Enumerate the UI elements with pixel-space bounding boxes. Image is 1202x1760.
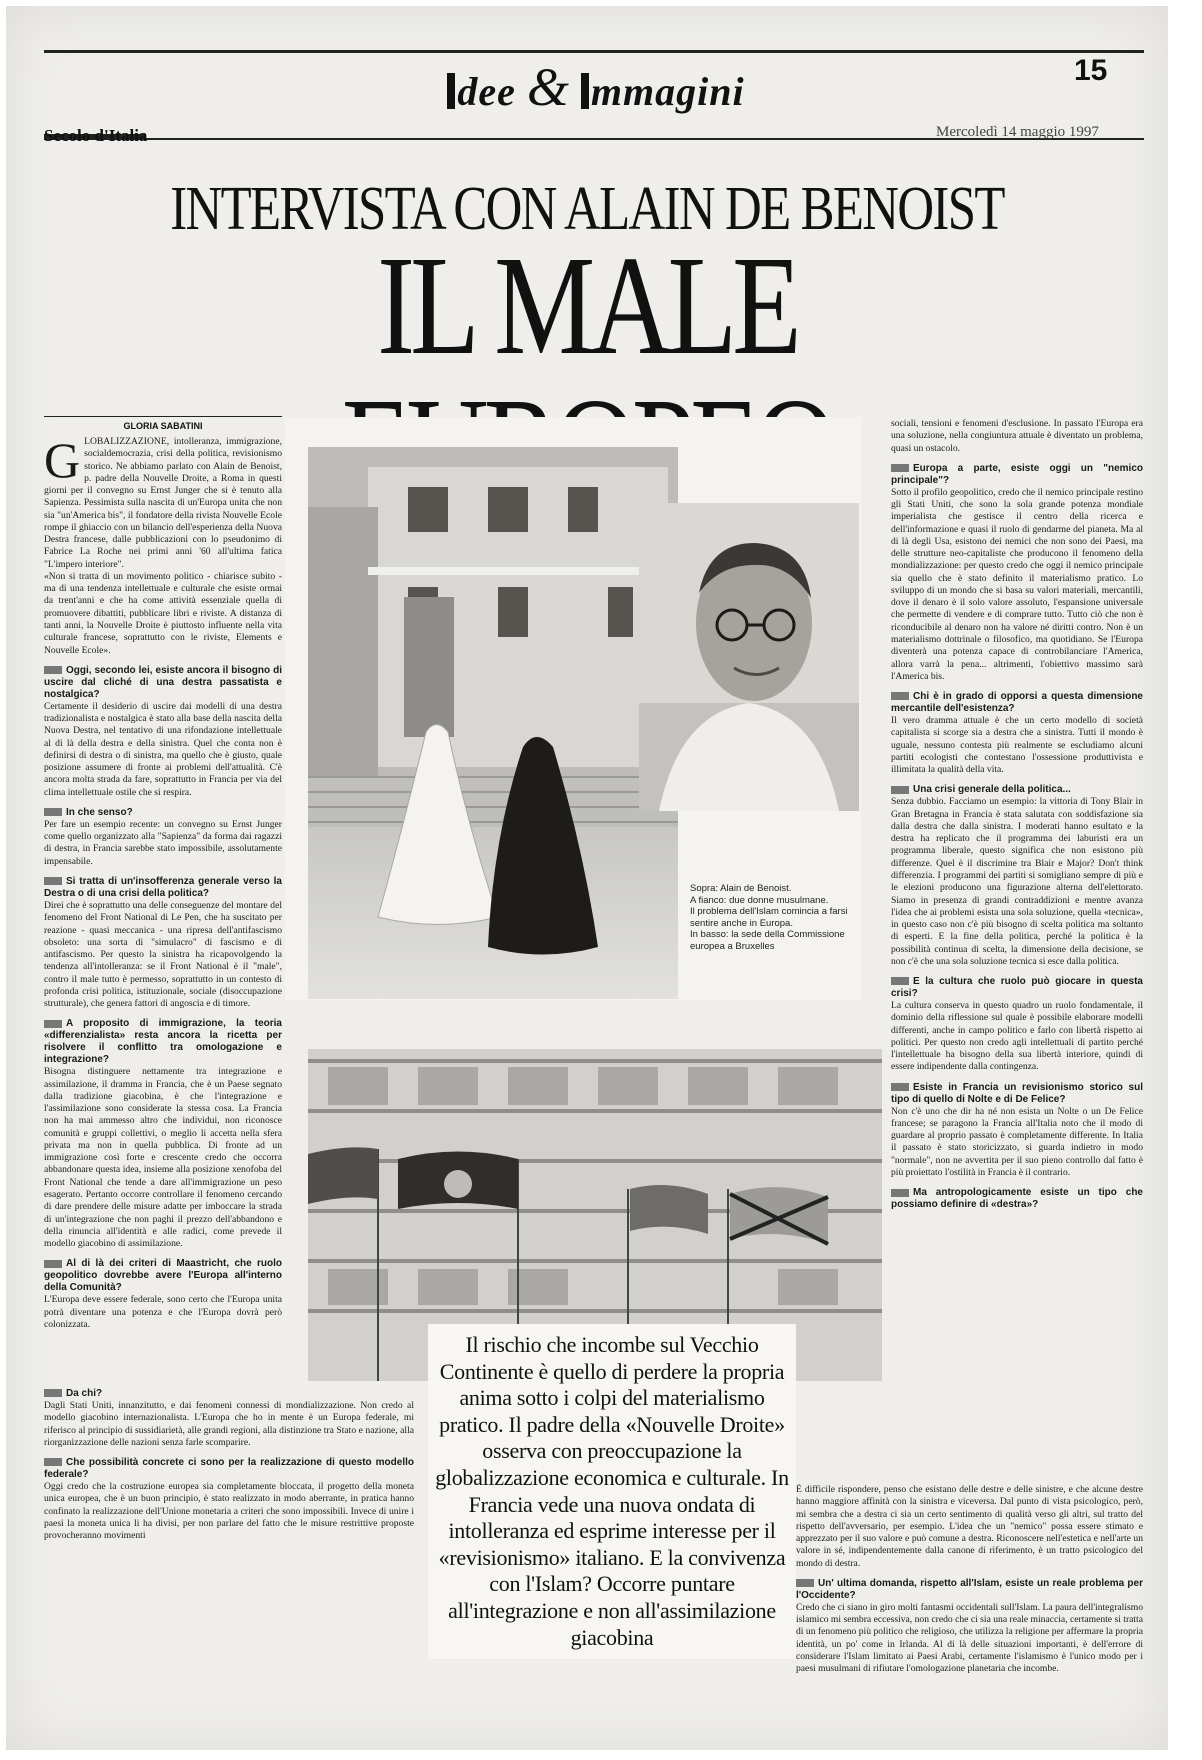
header-top-rule: [44, 50, 1144, 53]
caption-line-2: A fianco: due donne musulmane.: [690, 894, 829, 906]
question-5: Al di là dei criteri di Maastricht, che ruolo geopolitico dovrebbe avere l'Europa all'interno della Comunità?: [44, 1258, 282, 1294]
question-11: E la cultura che ruolo può giocare in questa crisi?: [891, 976, 1143, 1000]
question-marker-icon: [44, 666, 62, 674]
question-marker-icon: [796, 1579, 814, 1587]
caption-line-4: In basso: la sede della Commissione europea a Bruxelles: [690, 929, 845, 952]
article-bottom-right: [796, 1484, 1143, 1734]
caption-line-3: Il problema dell'Islam comincia a farsi sentire anche in Europa.: [690, 906, 848, 929]
page-number: 15: [1074, 54, 1108, 87]
question-marker-icon: [891, 464, 909, 472]
section-title: [406, 56, 786, 118]
answer-5: L'Europa deve essere federale, sono certo che l'Europa unita potrà diventare una potenza e che l'Europa dovrà però colonizzata.: [44, 1294, 282, 1330]
answer-11: La cultura conserva in questo quadro un ruolo fondamentale, il dominio della riflessione sul quale è possibile elaborare modelli differenti, anche in campo politico e farlo con libertà rispetto ai politici. Per questo non credo agli intellettuali di partito perché l'intellettuale ha bisogno della sua libertà interiore, quindi di essere indipendente dalla contingenza.: [891, 1000, 1143, 1073]
answer-3: Direi che è soprattutto una delle conseguenze del montare del fenomeno del Front National di Le Pen, che ha suscitato per reazione - quasi meccanica - una ripresa dell'antifascismo obsoleto: una sorta di "simulacro" di fascismo e di antifascismo. Per questo la sinistra ha ricapovolgendo la tendenza all'intolleranza: se il Front National è il "male", contro il male tutto è permesso, soprattutto in un contesto di profonda crisi politica, istituzionale, sociale (disoccupazione strutturale), che genera fattori di angoscia e di timore.: [44, 899, 282, 1010]
byline: GLORIA SABATINI: [123, 421, 203, 431]
section-word-1: dee: [457, 69, 516, 114]
question-2: In che senso?: [44, 807, 282, 819]
question-marker-icon: [44, 1020, 62, 1028]
question-4: A proposito di immigrazione, la teoria «differenzialista» resta ancora la ricetta per risolvere il conflitto tra omologazione e integrazione?: [44, 1018, 282, 1066]
article-column-1: [44, 436, 282, 1384]
answer-14: Credo che ci siano in giro molti fantasmi occidentali sull'Islam. La paura dell'integralismo islamico mi sembra eccessiva, non credo che ci sia una reale minaccia, certamente si tratta di un fenomeno più politico che religioso, che utilizza la religione per affermare la propria identità, un po' come in Irlanda. Al di là delle situazioni importanti, è dell'errore di considerare l'Islam limitato ai Paesi Arabi, certamente l'islamismo è l'unico modo per i paesi musulmani di rifiutare l'omologazione planetaria che incombe.: [796, 1601, 1143, 1675]
question-12: Esiste in Francia un revisionismo storico sul tipo di quello di Nolte e di De Felice?: [891, 1081, 1143, 1105]
question-marker-icon: [44, 1260, 62, 1268]
drop-cap: G: [44, 436, 81, 488]
main-headline: IL MALE: [377, 226, 797, 384]
section-bar-icon: [447, 73, 455, 109]
question-marker-icon: [891, 786, 909, 794]
photo-alain-de-benoist: [639, 503, 859, 811]
portrait-illustration: [639, 503, 859, 811]
pull-quote: Il rischio che incombe sul Vecchio Continente è quello di perdere la propria anima sotto i colpi del materialismo pratico. Il padre della «Nouvelle Droite» osserva con preoccupazione la globalizzazione economica e culturale. In Francia vede una nuova ondata di intolleranza ed esprime interesse per il «revisionismo» italiano. E la convivenza con l'Islam? Occorre puntare all'integrazione e non all'assimilazione giacobina: [428, 1324, 796, 1659]
answer-10: Senza dubbio. Facciamo un esempio: la vittoria di Tony Blair in Gran Bretagna in Francia è stata salutata con soddisfazione sia dalla destra che dalla sinistra. I moderati hanno esultato e la destra ha replicato che il programma dei laburisti era un programma liberale, questo significa che non esistono più differenze. Quel è il discrimine tra Blair e Major? Don't think differenzia. I programmi dei partiti si somigliano sempre di più e le elezioni producono una figurazione alterna dell'elettorato. Siamo in presenza di grandi contraddizioni e mentre avanza l'idea che ai problemi esista una sola soluzione, quella «tecnica», in questo caso non c'è più bisogno di scelta politica ma soltanto di esperti. E la fine della politica, perché la politica è la possibilità continua di scelta, la dimensione della decisione, se non c'è che una sola soluzione tecnica si esce dalla politica.: [891, 796, 1143, 967]
question-1: Oggi, secondo lei, esiste ancora il bisogno di uscire dal cliché di una destra passatista e nostalgica?: [44, 664, 282, 700]
intro-paragraph-2: «Non si tratta di un movimento politico - chiarisce subito - ma di una tendenza intellettuale e culturale che esiste ormai da trent'anni e che ha come attività essenziale quella di promuovere dibattiti, pubblicare libri e riviste. A distanza di tanti anni, la Nouvelle Droite è piuttosto influente nella vita culturale francese, soprattutto con le riviste, Elements e Nouvelle Ecole».: [44, 570, 282, 656]
column-3-opening: sociali, tensioni e fenomeni d'esclusione. In passato l'Europa era una soluzione, nella congiuntura attuale è diventato un problema, quasi un ostacolo.: [891, 418, 1143, 454]
article-bottom-left: [44, 1388, 414, 1733]
question-7: Che possibilità concrete ci sono per la realizzazione di questo modello federale?: [44, 1457, 414, 1481]
question-marker-icon: [891, 692, 909, 700]
question-marker-icon: [44, 1458, 62, 1466]
section-bar-icon: [581, 73, 589, 109]
masthead: Secolo d'Italia: [44, 126, 148, 145]
issue-date: Mercoledì 14 maggio 1997: [936, 124, 1099, 140]
flag-emblem: [444, 1170, 472, 1198]
question-13: Ma antropologicamente esiste un tipo che possiamo definire di «destra»?: [891, 1187, 1143, 1211]
question-14: Un' ultima domanda, rispetto all'Islam, esiste un reale problema per l'Occidente?: [796, 1577, 1143, 1601]
question-8: Europa a parte, esiste oggi un "nemico principale"?: [891, 462, 1143, 486]
question-6: Da chi?: [44, 1388, 414, 1400]
answer-4: Bisogna distinguere nettamente tra integrazione e assimilazione, il dramma in Francia, che è un Paese segnato dalla tradizione giacobina, è che l'integrazione e l'assimilazione sono considerate la stessa cosa. La Francia non ha mai ammesso altro che individui, non riconosce comunità e gruppi collettivi, o meglio li accetta nella sfera privata ma non in quella pubblica. Di fronte ad un immigrazione così forte e crescente credo che occorra abbandonare questa idea, insieme alla posizione xenofoba del Front National che tende a dare all'immigrazione un peso esagerato. Pertanto occorre controllare il fenomeno cercando di dare prendere delle misure adatte per imboccare la strada di un'integrazione che non paghi il prezzo dell'abbandono e della rinuncia all'identità e alle radici, come prevede il modello giacobino di assimilazione.: [44, 1066, 282, 1250]
photo-veiled-women: [308, 447, 678, 999]
question-marker-icon: [44, 808, 62, 816]
answer-2: Per fare un esempio recente: un convegno su Ernst Junger come quello organizzato alla "Sapienza" da forma dai ragazzi di destra, in Francia sarebbe stato impossibile, assolutamente impensabile.: [44, 818, 282, 867]
question-marker-icon: [891, 1189, 909, 1197]
question-9: Chi è in grado di opporsi a questa dimensione mercantile dell'esistenza?: [891, 691, 1143, 715]
answer-6: Dagli Stati Uniti, innanzitutto, e dai fenomeni connessi di mondializzazione. Non credo al modello giacobino internazionalista. L'Europa che ho in mente è un Europa federale, mi riferisco al principio di sussidiarietà, alle grandi regioni, alla distinzione tra Stato e nazione, alla riorganizzazione delle nazioni senza farle scomparire.: [44, 1400, 414, 1448]
photo-caption: [690, 883, 860, 952]
question-10: Una crisi generale della politica...: [891, 784, 1143, 796]
kicker-headline: INTERVISTA CON ALAIN DE BENOIST: [170, 175, 1004, 243]
section-ampersand: &: [526, 57, 570, 117]
byline-rule: [44, 416, 282, 417]
article-column-3: [891, 418, 1143, 1478]
intro-paragraph: GLOBALIZZAZIONE, intolleranza, immigrazione, socialdemocrazia, crisi della politica, revisionismo storico. Ne abbiamo parlato con Alain de Benoist, p. padre della Nouvelle Droite, a Roma in questi giorni per il convegno su Ernst Junger che si è tenuto alla Sapienza. Pessimista sulla nascita di un'Europa unita che non sia "un'America bis", il fondatore della rivista Nouvelle Ecole rompe il ghiaccio con un bilancio dell'esperienza della Nuova Destra francese, dalle pubblicazioni con lo pseudonimo di Fabrice La Roche nei primi anni '60 all'ultima fatica "L'impero interiore".: [44, 436, 282, 570]
question-marker-icon: [891, 977, 909, 985]
question-marker-icon: [44, 1389, 62, 1397]
caption-line-1: Sopra: Alain de Benoist.: [690, 883, 792, 894]
answer-13: È difficile rispondere, penso che esistano delle destre e delle sinistre, e che alcune destre hanno maggiore affinità con la sinistra e viceversa. Dal punto di vista psicologico, però, mi sembra che a destra ci sia un certo sentimento di qualità verso gli altri, sul tratto del rispetto dell'avversario, per esempio. L'idea che un "nemico" possa essere stimato e apprezzato per il suo valore e può comune a destra. Riconoscere nell'estetica e nell'arte un valore in sé, indipendentemente dalla canone di riferimento, è un tratto psicologico del mondo di destra.: [796, 1484, 1143, 1569]
answer-8: Sotto il profilo geopolitico, credo che il nemico principale restino gli Stati Uniti, che sono la sola grande potenza mondiale imperialista che gestisce il centro della ricerca e dell'informazione e quasi il ruolo di gendarme del pianeta. Ma al di là degli Usa, esistono dei nemici che non sono dei Paesi, ma delle strutture neo-capitaliste che producono il fenomeno della mondializzazione: per questo credo che oggi il nemico principale sia quello che è stato definito il materialismo pratico. Lo sviluppo di un mondo che si basa su valori materiali, mercantili, dove il denaro è il solo valore assoluto, l'espansione universale che permette di vendere e di comprare tutto. Tutto ciò che non è riconducibile al denaro non ha valore né diritti contro. Non è un materialismo dottrinale o filosofico, ma quotidiano. Se l'Europa diventerà una potenza capace di controbilanciare l'America, allora varrà la pena... altrimenti, l'obiettivo massimo sarà l'America bis.: [891, 486, 1143, 682]
answer-12: Non c'è uno che dir ha né non esista un Nolte o un De Felice francese; se paragono la Francia all'Italia noto che il modo di guardare al proprio passato è completamente differente. In Italia il passato è stato storicizzato, si guarda indietro in modo "normale", non ne avvertita per il suo pieno controllo dal fatto è più proiettato l'ostilità in Francia è il contrario.: [891, 1105, 1143, 1179]
question-marker-icon: [891, 1083, 909, 1091]
section-word-2: mmagini: [590, 69, 745, 114]
answer-7: Oggi credo che la costruzione europea sia completamente bloccata, il progetto della moneta unica europea, che è un buon principio, è stato realizzato in modo aberrante, in pratica hanno confinato la realizzazione dell'Unione monetaria a criteri che sono impossibili. Invece di unire i paesi la moneta unica li ha divisi, per non parlare del fatto che le misure restrittive proposte provocheranno movimenti: [44, 1481, 414, 1542]
veiled-women-illustration: [308, 447, 678, 999]
newspaper-page: [6, 6, 1168, 1750]
answer-1: Certamente il desiderio di uscire dai modelli di una destra tradizionalista e nostalgica è stato alla base della nascita della Nuova Destra, nel tentativo di una rifondazione intellettuale al di là della destra e della sinistra. Quel che conta non è definirsi di destra o di sinistra, ma quello che è giusto, quale posizione assumere di fronte ai problemi dell'attualità. C'è ancora molta strada da fare, soprattutto in Francia per via del clima intellettuale ostile che si respira.: [44, 700, 282, 798]
question-marker-icon: [44, 877, 62, 885]
answer-9: Il vero dramma attuale è che un certo modello di società capitalista si scorge sia a destra che a sinistra. Tutti il mondo è uguale, nessuno contesta più realmente se escludiamo alcuni partiti ecologisti che contestano l'ossessione produttivista e illimitata la qualità della vita.: [891, 715, 1143, 776]
question-3: Si tratta di un'insofferenza generale verso la Destra o di una crisi della politica?: [44, 875, 282, 899]
